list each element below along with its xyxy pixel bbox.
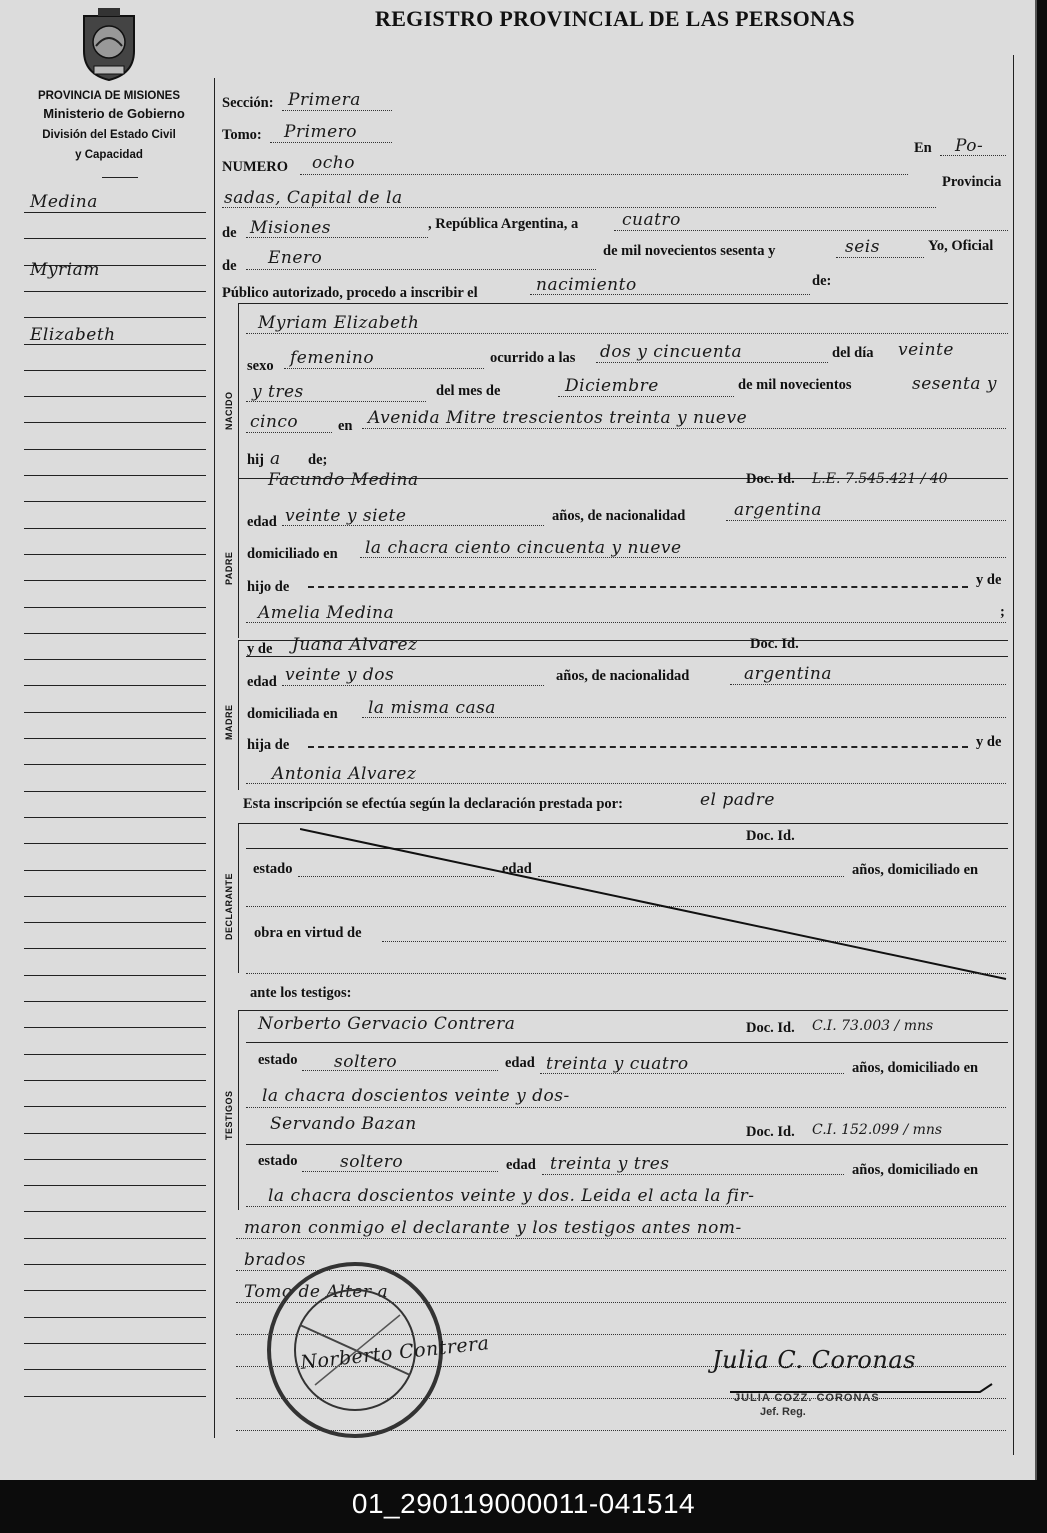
t2-name: Servando Bazan bbox=[270, 1114, 417, 1134]
margin-rule-line bbox=[24, 1054, 206, 1055]
madre-doc-label: Doc. Id. bbox=[750, 636, 799, 652]
margin-rule-line bbox=[24, 1106, 206, 1107]
en-label-2: en bbox=[338, 418, 353, 434]
republica-text: , República Argentina, a bbox=[428, 216, 579, 232]
margin-rule-line bbox=[24, 791, 206, 792]
padre-madre-nombre: Amelia Medina bbox=[258, 603, 395, 623]
margin-rule-line bbox=[24, 475, 206, 476]
section-rule bbox=[238, 303, 1008, 304]
de-label: de bbox=[222, 225, 237, 241]
t2-estado-label: estado bbox=[258, 1153, 298, 1169]
declarante-anios-dom: años, domiciliado en bbox=[852, 862, 979, 878]
declarante-label: DECLARANTE bbox=[224, 873, 234, 940]
closing-line-3: Tomo de Alter a bbox=[244, 1282, 389, 1302]
dia-value: veinte bbox=[898, 340, 954, 360]
margin-rule-line bbox=[24, 607, 206, 608]
de-semicolon: de; bbox=[308, 452, 328, 468]
section-border bbox=[238, 1010, 239, 1210]
declarante-estado-label: estado bbox=[253, 861, 293, 877]
mes-label: del mes de bbox=[436, 383, 501, 399]
margin-rule-line bbox=[24, 291, 206, 292]
ocurrido-label: ocurrido a las bbox=[490, 350, 576, 366]
sexo-label: sexo bbox=[247, 358, 274, 374]
dotted-line bbox=[246, 333, 1008, 334]
t2-edad-value: treinta y tres bbox=[550, 1154, 670, 1174]
t1-estado-label: estado bbox=[258, 1052, 298, 1068]
dotted-line bbox=[836, 257, 924, 258]
t1-doc-label: Doc. Id. bbox=[746, 1020, 795, 1036]
dotted-line bbox=[282, 110, 392, 111]
padre-dom-value: la chacra ciento cincuenta y nueve bbox=[365, 538, 682, 558]
margin-rule-line bbox=[24, 817, 206, 818]
madre-madre-nombre: Antonia Alvarez bbox=[272, 764, 417, 784]
t2-doc-value: C.I. 152.099 / mns bbox=[812, 1122, 943, 1138]
section-border bbox=[238, 640, 239, 790]
padre-dom-label: domiciliado en bbox=[247, 546, 338, 562]
dotted-line bbox=[282, 685, 544, 686]
org-line-1: PROVINCIA DE MISIONES bbox=[37, 90, 181, 102]
margin-rule-line bbox=[24, 659, 206, 660]
year-text: de mil novecientos sesenta y bbox=[603, 243, 776, 259]
section-border bbox=[238, 478, 239, 638]
margin-rule-line bbox=[24, 712, 206, 713]
numero-value: ocho bbox=[312, 153, 355, 173]
mes-value: Diciembre bbox=[565, 376, 659, 396]
padre-nac-label: años, de nacionalidad bbox=[552, 508, 686, 524]
margin-rule-line bbox=[24, 1027, 206, 1028]
oficial-text: Yo, Oficial bbox=[928, 238, 994, 254]
padre-name: Facundo Medina bbox=[268, 470, 419, 490]
declaracion-text: Esta inscripción se efectúa según la declaración prestada por: bbox=[243, 796, 623, 812]
margin-rule-line bbox=[24, 528, 206, 529]
day-value: cuatro bbox=[622, 210, 681, 230]
t1-edad-value: treinta y cuatro bbox=[546, 1054, 689, 1074]
margin-rule-line bbox=[24, 1264, 206, 1265]
margin-border bbox=[214, 78, 215, 1438]
margin-rule-line bbox=[24, 1133, 206, 1134]
dotted-line bbox=[222, 207, 936, 208]
dia-value-2: y tres bbox=[252, 382, 304, 402]
lugar-value: Avenida Mitre trescientos treinta y nueve bbox=[368, 408, 748, 428]
testigos-label: TESTIGOS bbox=[224, 1090, 234, 1140]
t1-anios: años, domiciliado en bbox=[852, 1060, 979, 1076]
dotted-line bbox=[540, 1073, 844, 1074]
sexo-value: femenino bbox=[290, 348, 375, 368]
margin-rule-line bbox=[24, 1080, 206, 1081]
section-border bbox=[238, 823, 239, 973]
official-stamp-title: Jef. Reg. bbox=[760, 1406, 806, 1418]
margin-rule-line bbox=[24, 370, 206, 371]
margin-rule-line bbox=[24, 1238, 206, 1239]
en-label: En bbox=[914, 140, 932, 156]
madre-edad-value: veinte y dos bbox=[285, 665, 395, 685]
t2-dom-value: la chacra doscientos veinte y dos. Leida el acta la fir- bbox=[268, 1186, 755, 1206]
official-stamp-name: JULIA COZZ. CORONAS bbox=[734, 1392, 880, 1404]
dotted-line bbox=[246, 432, 332, 433]
margin-rule-line bbox=[24, 317, 206, 318]
dotted-line bbox=[282, 525, 544, 526]
dashed-line bbox=[308, 586, 968, 588]
margin-rule-line bbox=[24, 1369, 206, 1370]
margin-rule-line bbox=[24, 501, 206, 502]
org-line-2: Ministerio de Gobierno bbox=[43, 106, 185, 121]
nacido-name: Myriam Elizabeth bbox=[258, 313, 420, 333]
margin-middle-name: Elizabeth bbox=[30, 325, 116, 345]
section-rule bbox=[238, 823, 1008, 824]
dotted-line bbox=[940, 155, 1006, 156]
dotted-line bbox=[362, 717, 1006, 718]
dashed-line bbox=[308, 746, 968, 748]
margin-rule-line bbox=[24, 843, 206, 844]
year-value: seis bbox=[845, 237, 880, 257]
seccion-value: Primera bbox=[288, 90, 361, 110]
padre-doc-value: L.E. 7.545.421 / 40 bbox=[812, 471, 948, 487]
dotted-line bbox=[300, 174, 908, 175]
official-signature: Julia C. Coronas bbox=[712, 1346, 916, 1374]
margin-rule-line bbox=[24, 554, 206, 555]
acto-value: nacimiento bbox=[536, 275, 637, 295]
publico-text: Público autorizado, procedo a inscribir el bbox=[222, 285, 478, 301]
madre-dom-value: la misma casa bbox=[368, 698, 496, 718]
del-dia-label: del día bbox=[832, 345, 874, 361]
dotted-line bbox=[730, 684, 1006, 685]
dotted-line bbox=[236, 1238, 1006, 1239]
t1-dom-value: la chacra doscientos veinte y dos- bbox=[262, 1086, 570, 1106]
margin-first-name: Myriam bbox=[30, 260, 100, 280]
margin-rule-line bbox=[24, 633, 206, 634]
padre-label: PADRE bbox=[224, 551, 234, 585]
madre-dom-label: domiciliada en bbox=[247, 706, 338, 722]
madre-edad-label: edad bbox=[247, 674, 277, 690]
padre-y-de: y de bbox=[976, 572, 1002, 588]
t1-name: Norberto Gervacio Contrera bbox=[258, 1014, 516, 1034]
hora-value: dos y cincuenta bbox=[600, 342, 743, 362]
hij-value: a bbox=[270, 449, 281, 469]
document-id: 01_290119000011-041514 bbox=[351, 1488, 696, 1519]
madre-nac-value: argentina bbox=[744, 664, 833, 684]
madre-y-de: y de bbox=[976, 734, 1002, 750]
margin-rule-line bbox=[24, 1211, 206, 1212]
declarante-doc-label: Doc. Id. bbox=[746, 828, 795, 844]
dotted-line bbox=[360, 557, 1006, 558]
padre-doc-label: Doc. Id. bbox=[746, 471, 795, 487]
dotted-line bbox=[530, 294, 810, 295]
margin-rule-line bbox=[24, 422, 206, 423]
margin-rule-line bbox=[24, 870, 206, 871]
dotted-line bbox=[542, 1174, 844, 1175]
margin-rule-line bbox=[24, 948, 206, 949]
divider bbox=[102, 177, 138, 178]
madre-label: MADRE bbox=[224, 704, 234, 740]
provincia-label: Provincia bbox=[942, 174, 1002, 190]
witness-signature: Norberto Contrera bbox=[299, 1332, 491, 1374]
margin-surname: Medina bbox=[30, 192, 98, 212]
t1-estado-value: soltero bbox=[334, 1052, 398, 1072]
tomo-value: Primero bbox=[284, 122, 358, 142]
dotted-line bbox=[362, 428, 1006, 429]
margin-rule-line bbox=[24, 896, 206, 897]
section-rule bbox=[238, 1010, 1008, 1011]
signature-underline bbox=[730, 1380, 1000, 1400]
dotted-line bbox=[614, 230, 1008, 231]
dotted-line bbox=[558, 396, 734, 397]
declarante-edad-label: edad bbox=[502, 861, 532, 877]
place-value: sadas, Capital de la bbox=[224, 188, 403, 208]
margin-rule-line bbox=[24, 1001, 206, 1002]
closing-line-1: maron conmigo el declarante y los testigos antes nom- bbox=[244, 1218, 742, 1238]
margin-rule-line bbox=[24, 238, 206, 239]
dotted-line bbox=[246, 269, 596, 270]
dotted-line bbox=[246, 1206, 1006, 1207]
en-value: Po- bbox=[955, 136, 984, 156]
margin-rule-line bbox=[24, 1343, 206, 1344]
footer-bar bbox=[0, 1480, 1047, 1533]
margin-rule-line bbox=[24, 580, 206, 581]
dotted-line bbox=[246, 973, 1006, 974]
dotted-line bbox=[284, 368, 484, 369]
margin-rule-line bbox=[24, 1290, 206, 1291]
anio-value: sesenta y bbox=[912, 374, 997, 394]
dotted-line bbox=[270, 142, 392, 143]
dotted-line bbox=[246, 622, 1006, 623]
padre-edad-value: veinte y siete bbox=[285, 506, 407, 526]
margin-rule-line bbox=[24, 1185, 206, 1186]
semicolon: ; bbox=[1000, 604, 1005, 620]
t2-doc-label: Doc. Id. bbox=[746, 1124, 795, 1140]
dotted-line bbox=[302, 1171, 498, 1172]
section-rule bbox=[246, 1144, 1008, 1145]
dotted-line bbox=[596, 362, 828, 363]
province-value: Misiones bbox=[250, 218, 331, 238]
madre-hija-label: hija de bbox=[247, 737, 290, 753]
margin-rule-line bbox=[24, 1159, 206, 1160]
margin-rule-line bbox=[24, 764, 206, 765]
de-colon: de: bbox=[812, 273, 832, 289]
t2-estado-value: soltero bbox=[340, 1152, 404, 1172]
right-border bbox=[1013, 55, 1014, 1455]
madre-y-de-label: y de bbox=[247, 641, 273, 657]
document-title: REGISTRO PROVINCIAL DE LAS PERSONAS bbox=[375, 6, 855, 31]
margin-rule-line bbox=[24, 975, 206, 976]
t2-edad-label: edad bbox=[506, 1157, 536, 1173]
anio-label: de mil novecientos bbox=[738, 377, 852, 393]
margin-rule-line bbox=[24, 1317, 206, 1318]
madre-name: Juana Alvarez bbox=[292, 635, 418, 655]
margin-rule-line bbox=[24, 212, 206, 213]
numero-label: NUMERO bbox=[222, 159, 289, 175]
hij-label: hij bbox=[247, 452, 264, 468]
declarante-obra-label: obra en virtud de bbox=[254, 925, 362, 941]
padre-nac-value: argentina bbox=[734, 500, 823, 520]
margin-rule-line bbox=[24, 1396, 206, 1397]
margin-rule-line bbox=[24, 396, 206, 397]
dotted-line bbox=[246, 237, 428, 238]
nacido-label: NACIDO bbox=[224, 391, 234, 430]
coat-of-arms-icon bbox=[76, 6, 142, 82]
org-line-4: y Capacidad bbox=[75, 149, 143, 161]
month-value: Enero bbox=[268, 248, 323, 268]
section-rule bbox=[246, 1042, 1008, 1043]
padre-edad-label: edad bbox=[247, 514, 277, 530]
margin-rule-line bbox=[24, 922, 206, 923]
dotted-line bbox=[246, 401, 426, 402]
dotted-line bbox=[246, 783, 1006, 784]
dotted-line bbox=[302, 1070, 498, 1071]
section-rule bbox=[246, 656, 1008, 657]
seccion-label: Sección: bbox=[222, 95, 274, 111]
closing-line-2: brados bbox=[244, 1250, 306, 1270]
anio-value-2: cinco bbox=[250, 412, 299, 432]
dotted-line bbox=[246, 1107, 1006, 1108]
margin-rule-line bbox=[24, 685, 206, 686]
section-border bbox=[238, 303, 239, 478]
t2-anios: años, domiciliado en bbox=[852, 1162, 979, 1178]
margin-rule-line bbox=[24, 449, 206, 450]
ante-label: ante los testigos: bbox=[250, 985, 352, 1001]
org-line-3: División del Estado Civil bbox=[42, 129, 176, 141]
de-label-2: de bbox=[222, 258, 237, 274]
t1-doc-value: C.I. 73.003 / mns bbox=[812, 1018, 934, 1034]
margin-rule-line bbox=[24, 738, 206, 739]
dotted-line bbox=[726, 520, 1006, 521]
declaracion-value: el padre bbox=[700, 790, 775, 810]
t1-edad-label: edad bbox=[505, 1055, 535, 1071]
madre-nac-label: años, de nacionalidad bbox=[556, 668, 690, 684]
padre-hijo-label: hijo de bbox=[247, 579, 290, 595]
cancellation-line bbox=[300, 825, 1010, 985]
tomo-label: Tomo: bbox=[222, 127, 262, 143]
